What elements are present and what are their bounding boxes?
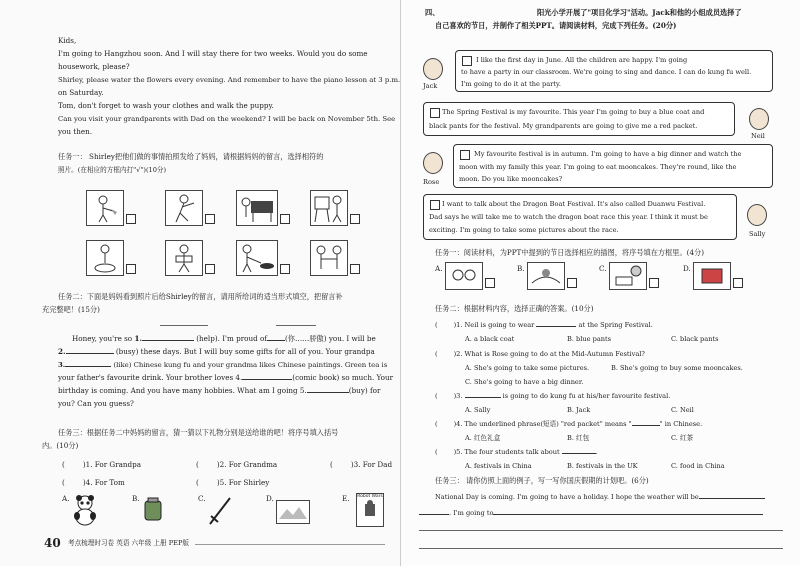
- letter-line: Kids,: [58, 36, 77, 45]
- answer-blank[interactable]: [562, 453, 596, 454]
- option-label: A.: [62, 494, 70, 503]
- letter-line: on Saturday.: [58, 88, 104, 97]
- page-number: 40: [44, 536, 61, 550]
- writing-blank[interactable]: [493, 514, 763, 515]
- footer-rule: [195, 544, 385, 545]
- answer-box[interactable]: [567, 278, 577, 288]
- neil-avatar: [749, 108, 769, 130]
- option[interactable]: B. 红包: [567, 434, 590, 442]
- passage-line: you? Can you guess?: [58, 399, 134, 408]
- passage-line: 2. (busy) these days. But I will buy some gifts for all of you. Your grandpa: [58, 347, 375, 356]
- sword-icon: [206, 494, 234, 528]
- letter-line: Shirley, please water the flowers every evening. And remember to have the piano lesson at 3 p.m.: [58, 76, 401, 84]
- task2-instruction-2: 充完整吧！(15分): [42, 305, 100, 314]
- answer-checkbox[interactable]: [126, 214, 136, 224]
- question-2: ( )2. What is Rose going to do at the Mid-Autumn Festival?: [435, 350, 645, 358]
- sally-avatar: [747, 204, 767, 226]
- writing-rule[interactable]: [419, 530, 783, 531]
- answer-box[interactable]: [462, 56, 472, 66]
- writing-blank[interactable]: [419, 514, 449, 515]
- task1-instruction-2: 照片。(在相应的方框内打"√")(10分): [58, 166, 167, 174]
- answer-box[interactable]: [649, 278, 659, 288]
- speaker-name: Neil: [751, 132, 765, 140]
- section-title-2: 自己喜欢的节日，并制作了相关PPT。请阅读材料，完成下列任务。(20分): [435, 21, 677, 30]
- photo-reading: [165, 240, 203, 276]
- photo-washing-clothes: [86, 240, 124, 276]
- gift-question: ( )2. For Grandma: [196, 460, 278, 469]
- speech-bubble-rose: [453, 144, 773, 188]
- bubble-text: The Spring Festival is my favourite. This year I'm going to buy a blue coat and: [442, 108, 705, 116]
- illustration-a: [445, 262, 483, 290]
- letter-line: housework, please?: [58, 62, 130, 71]
- comic-book-icon: [356, 493, 384, 527]
- answer-checkbox[interactable]: [280, 214, 290, 224]
- jack-avatar: [423, 58, 443, 80]
- passage-line: 3. (like) Chinese kung fu and your grandma likes Chinese paintings. Green tea is: [58, 361, 388, 369]
- bubble-text: moon. Do you like mooncakes?: [459, 175, 563, 183]
- option[interactable]: A. festivals in China: [465, 462, 532, 470]
- option-label: A.: [435, 264, 443, 273]
- divider: [160, 325, 208, 326]
- task1-instruction: 任务一： Shirley把他们做的事情拍照发给了妈妈，请根据妈妈的留言，选择相符的: [58, 152, 324, 161]
- option[interactable]: B. She's going to buy some mooncakes.: [611, 364, 743, 372]
- photo-visiting-grandparents: [310, 240, 348, 276]
- task1-instruction: 任务一：阅读材料，为PPT中提到的节日选择相应的插图，将序号填在方框里。(4分): [435, 248, 705, 257]
- photo-watering: [86, 190, 124, 226]
- writing-rule[interactable]: [419, 548, 783, 549]
- bubble-text: I like the first day in June. All the children are happy. I'm going: [476, 56, 688, 64]
- option-label: D.: [683, 264, 691, 273]
- writing-blank[interactable]: [699, 498, 765, 499]
- gift-question: ( )5. For Shirley: [196, 478, 270, 487]
- writing-line: National Day is coming. I'm going to have a holiday. I hope the weather will be: [435, 492, 765, 502]
- answer-blank[interactable]: [632, 425, 660, 426]
- bubble-text: I want to talk about the Dragon Boat Festival. It's also called Duanwu Festival.: [442, 200, 706, 208]
- option-label: D.: [266, 494, 274, 503]
- section-label: 四、: [425, 8, 440, 17]
- footer-text: 考点梳理时习卷 英语 六年级 上册 PEP版: [68, 539, 189, 547]
- bubble-text: to have a party in our classroom. We're going to sing and dance. I can do kung fu well.: [461, 68, 752, 76]
- speech-bubble-sally: [423, 194, 737, 240]
- speaker-name: Rose: [423, 178, 440, 186]
- blank-2[interactable]: [66, 353, 114, 354]
- gift-question: ( )3. For Dad: [330, 460, 393, 469]
- option-label: B.: [517, 264, 525, 273]
- speaker-name: Jack: [423, 82, 438, 90]
- letter-line: Can you visit your grandparents with Dad on the weekend? I will be back on November 5th. See: [58, 115, 396, 123]
- option-label: C.: [599, 264, 607, 273]
- tea-can-icon: [142, 496, 164, 522]
- answer-checkbox[interactable]: [126, 264, 136, 274]
- answer-checkbox[interactable]: [350, 214, 360, 224]
- letter-line: you then.: [58, 127, 92, 136]
- illustration-d: [693, 262, 731, 290]
- answer-box[interactable]: [485, 278, 495, 288]
- option[interactable]: C. Neil: [671, 406, 694, 414]
- task3-instruction-2: 内。(10分): [42, 441, 79, 450]
- option[interactable]: C. 红茶: [671, 434, 694, 442]
- option-label: C.: [198, 494, 206, 503]
- photo-piano: [236, 190, 278, 226]
- answer-box[interactable]: [460, 150, 470, 160]
- passage-line: your father's favourite drink. Your brother loves 4. (comic book) so much. Your: [58, 373, 394, 382]
- option[interactable]: B. blue pants: [567, 335, 612, 343]
- option[interactable]: C. black pants: [671, 335, 719, 343]
- blank-3[interactable]: [65, 366, 111, 367]
- question-3: ( )3. is going to do kung fu at his/her favourite festival.: [435, 392, 671, 400]
- answer-checkbox[interactable]: [280, 264, 290, 274]
- blank-5[interactable]: [307, 392, 349, 393]
- question-1: ( )1. Neil is going to wear at the Spring Festival.: [435, 321, 653, 329]
- divider: [276, 325, 316, 326]
- answer-checkbox[interactable]: [205, 214, 215, 224]
- photo-walking-dog: [236, 240, 278, 276]
- passage-line: birthday is coming. And you have many hobbies. What am I going 5. (buy) for: [58, 386, 381, 395]
- letter-line: I'm going to Hangzhou soon. And I will stay there for two weeks. Would you do some: [58, 49, 368, 58]
- writing-line: . I'm going to: [419, 508, 763, 518]
- bubble-text: My favourite festival is in autumn. I'm going to have a big dinner and watch the: [474, 150, 742, 158]
- rose-avatar: [423, 152, 443, 174]
- speaker-name: Sally: [749, 230, 766, 238]
- task3-instruction: 任务三： 请你仿照上面的例子，写一写你国庆假期的计划吧。(6分): [435, 476, 649, 485]
- option-label: E.: [342, 494, 350, 503]
- illustration-b: [527, 262, 565, 290]
- answer-box[interactable]: [430, 108, 440, 118]
- question-5: ( )5. The four students talk about .: [435, 448, 598, 456]
- option[interactable]: C. She's going to have a big dinner.: [465, 378, 584, 386]
- bubble-text: Dad says he will take me to watch the dragon boat race this year. I think it must be: [429, 213, 708, 221]
- option[interactable]: A. a black coat: [465, 335, 515, 343]
- passage-line: Honey, you're so 1. (help). I'm proud of (你……骄傲) you. I will be: [72, 334, 376, 343]
- gift-question: ( )1. For Grandpa: [62, 460, 141, 469]
- option-label: B.: [132, 494, 140, 503]
- option[interactable]: B. festivals in the UK: [567, 462, 638, 470]
- bubble-text: black pants for the festival. My grandparents are going to give me a red packet.: [429, 122, 698, 130]
- answer-box[interactable]: [733, 278, 743, 288]
- answer-blank[interactable]: [536, 326, 576, 327]
- task3-instruction: 任务三：根据任务二中妈妈的留言，猜一猜以下礼物分别是送给谁的吧！将序号填入括号: [58, 428, 339, 437]
- letter-line: Tom, don't forget to wash your clothes and walk the puppy.: [58, 101, 274, 110]
- illustration-c: [609, 262, 647, 290]
- option[interactable]: A. Sally: [465, 406, 491, 414]
- bubble-text: moon with my family this year. I'm going to eat mooncakes. They're round, like the: [459, 163, 737, 171]
- comic-book-title: Robot Wars: [357, 494, 383, 499]
- option[interactable]: A. She's going to take some pictures.: [465, 364, 590, 372]
- blank-proud[interactable]: [267, 340, 285, 341]
- panda-toy-icon: [72, 494, 98, 526]
- gift-question: ( )4. For Tom: [62, 478, 125, 487]
- option[interactable]: A. 红色礼盒: [465, 434, 501, 442]
- blank-4[interactable]: [242, 379, 292, 380]
- right-page: [400, 0, 800, 566]
- photo-painting: [310, 190, 348, 226]
- photo-cleaning: [165, 190, 203, 226]
- speech-bubble-jack: [455, 50, 773, 92]
- blank-1[interactable]: [142, 340, 194, 341]
- answer-box[interactable]: [430, 200, 440, 210]
- answer-checkbox[interactable]: [205, 264, 215, 274]
- task2-instruction: 任务二：下面是妈妈看到照片后给Shirley的留言，请用所给词的适当形式填空，把留言补: [58, 292, 343, 301]
- answer-blank[interactable]: [465, 397, 501, 398]
- option[interactable]: B. Jack: [567, 406, 591, 414]
- bubble-text: I'm going to do it at the party.: [461, 80, 561, 88]
- painting-gift-icon: [276, 500, 310, 524]
- task2-instruction: 任务二：根据材料内容，选择正确的答案。(10分): [435, 304, 594, 313]
- bubble-text: exciting. I'm going to take some pictures about the race.: [429, 226, 619, 234]
- speech-bubble-neil: [423, 102, 735, 136]
- option[interactable]: C. food in China: [671, 462, 725, 470]
- section-title: 阳光小学开展了"项目化学习"活动。Jack和他的小组成员选择了: [537, 8, 742, 17]
- question-4: ( )4. The underlined phrase(短语) "red packet" means " " in Chinese.: [435, 420, 703, 428]
- answer-checkbox[interactable]: [350, 264, 360, 274]
